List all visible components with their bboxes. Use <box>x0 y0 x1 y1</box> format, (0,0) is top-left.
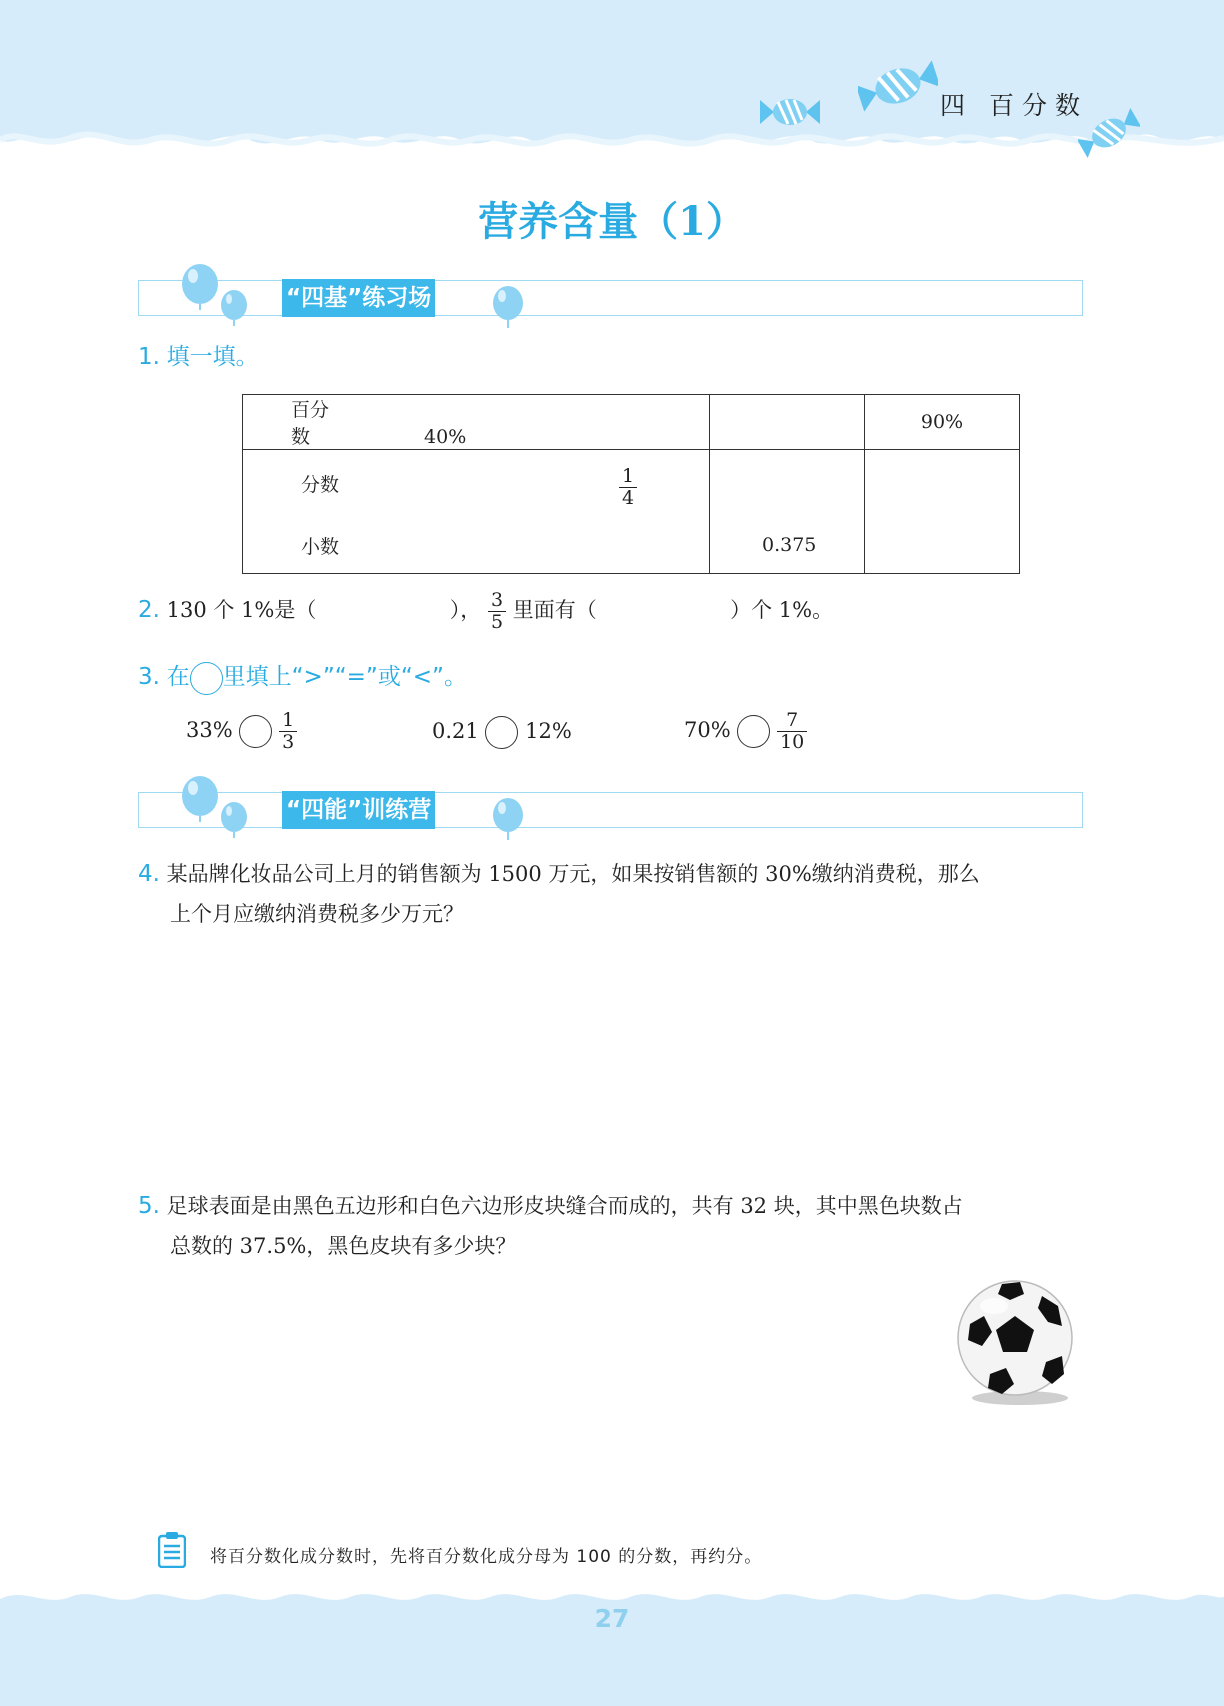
compare-item-2 <box>432 716 572 749</box>
question-number: 1. <box>138 344 160 370</box>
question-4 <box>138 858 980 888</box>
compare-left: 70% <box>684 718 731 742</box>
question-text: 填一填。 <box>166 344 259 370</box>
q2-text-2: ）， <box>449 598 482 622</box>
balloon-icon <box>492 798 524 840</box>
soccer-ball-icon <box>950 1276 1080 1406</box>
row-label-fraction: 分数 <box>301 474 340 496</box>
table-cell[interactable] <box>710 395 865 450</box>
question-5 <box>138 1190 963 1220</box>
chapter-title: 四 百分数 <box>940 91 1088 120</box>
q5-line-2: 总数的 37.5%，黑色皮块有多少块？ <box>170 1234 517 1258</box>
row-label-decimal: 小数 <box>301 536 340 558</box>
q3-suffix: 里填上“>”“=”或“<”。 <box>222 664 467 690</box>
compare-circle[interactable] <box>737 715 770 748</box>
clipboard-icon <box>158 1532 186 1568</box>
q2-text-3: 里面有（ <box>512 598 597 622</box>
section-label-basic: “四基”练习场 <box>282 279 435 317</box>
balloon-icon <box>220 290 248 326</box>
cell-percent-1: 40% <box>424 426 467 448</box>
header-wave-band <box>0 0 1224 170</box>
q4-line-2: 上个月应缴纳消费税多少万元？ <box>170 902 464 926</box>
compare-left: 0.21 <box>432 719 479 743</box>
balloon-icon <box>180 264 220 310</box>
question-1 <box>138 338 259 371</box>
compare-right-fraction: $\frac{1}{3}$ <box>279 710 297 753</box>
table-cell[interactable] <box>865 450 1020 574</box>
section-label-ability: “四能”训练营 <box>282 791 435 829</box>
question-number: 5. <box>138 1193 160 1219</box>
q2-text-1: 130 个 1%是（ <box>166 598 317 622</box>
fill-table <box>242 394 1020 574</box>
compare-right-fraction: $\frac{7}{10}$ <box>777 710 807 753</box>
table-cell <box>243 395 710 450</box>
balloon-icon <box>180 776 220 822</box>
cell-fraction-2: $\frac{1}{4}$ <box>619 466 637 509</box>
section-bar-basic <box>138 280 1083 316</box>
compare-item-1 <box>186 710 297 753</box>
section-bar-ability <box>138 792 1083 828</box>
q4-line-1: 某品牌化妆品公司上月的销售额为 1500 万元，如果按销售额的 30%缴纳消费税，那么 <box>166 862 980 886</box>
compare-circle[interactable] <box>239 715 272 748</box>
question-number: 4. <box>138 861 160 887</box>
q3-prefix: 在 <box>166 664 190 690</box>
candy-icon <box>858 60 938 112</box>
compare-item-3 <box>684 710 807 753</box>
page-number: 27 <box>594 1604 630 1633</box>
question-number: 3. <box>138 664 160 690</box>
row-label-percent: 百分数 <box>291 399 330 448</box>
table-cell[interactable] <box>710 450 865 574</box>
compare-circle[interactable] <box>485 716 518 749</box>
q5-line-1: 足球表面是由黑色五边形和白色六边形皮块缝合而成的，共有 32 块，其中黑色块数占 <box>166 1194 963 1218</box>
compare-right: 12% <box>525 719 572 743</box>
question-3 <box>138 658 467 695</box>
balloon-icon <box>492 286 524 328</box>
tip-text: 将百分数化成分数时，先将百分数化成分母为 100 的分数，再约分。 <box>210 1547 763 1567</box>
balloon-icon <box>220 802 248 838</box>
candy-icon <box>760 92 820 132</box>
compare-left: 33% <box>186 718 233 742</box>
question-number: 2. <box>138 597 160 623</box>
question-2 <box>138 590 833 633</box>
circle-icon <box>190 662 223 695</box>
q2-fraction: $\frac{3}{5}$ <box>488 590 506 633</box>
cell-decimal-2: 0.375 <box>762 534 817 556</box>
page-title: 营养含量（1） <box>478 198 746 245</box>
table-cell <box>243 450 710 574</box>
q2-text-4: ）个 1%。 <box>730 598 834 622</box>
cell-percent-3: 90% <box>865 395 1020 450</box>
